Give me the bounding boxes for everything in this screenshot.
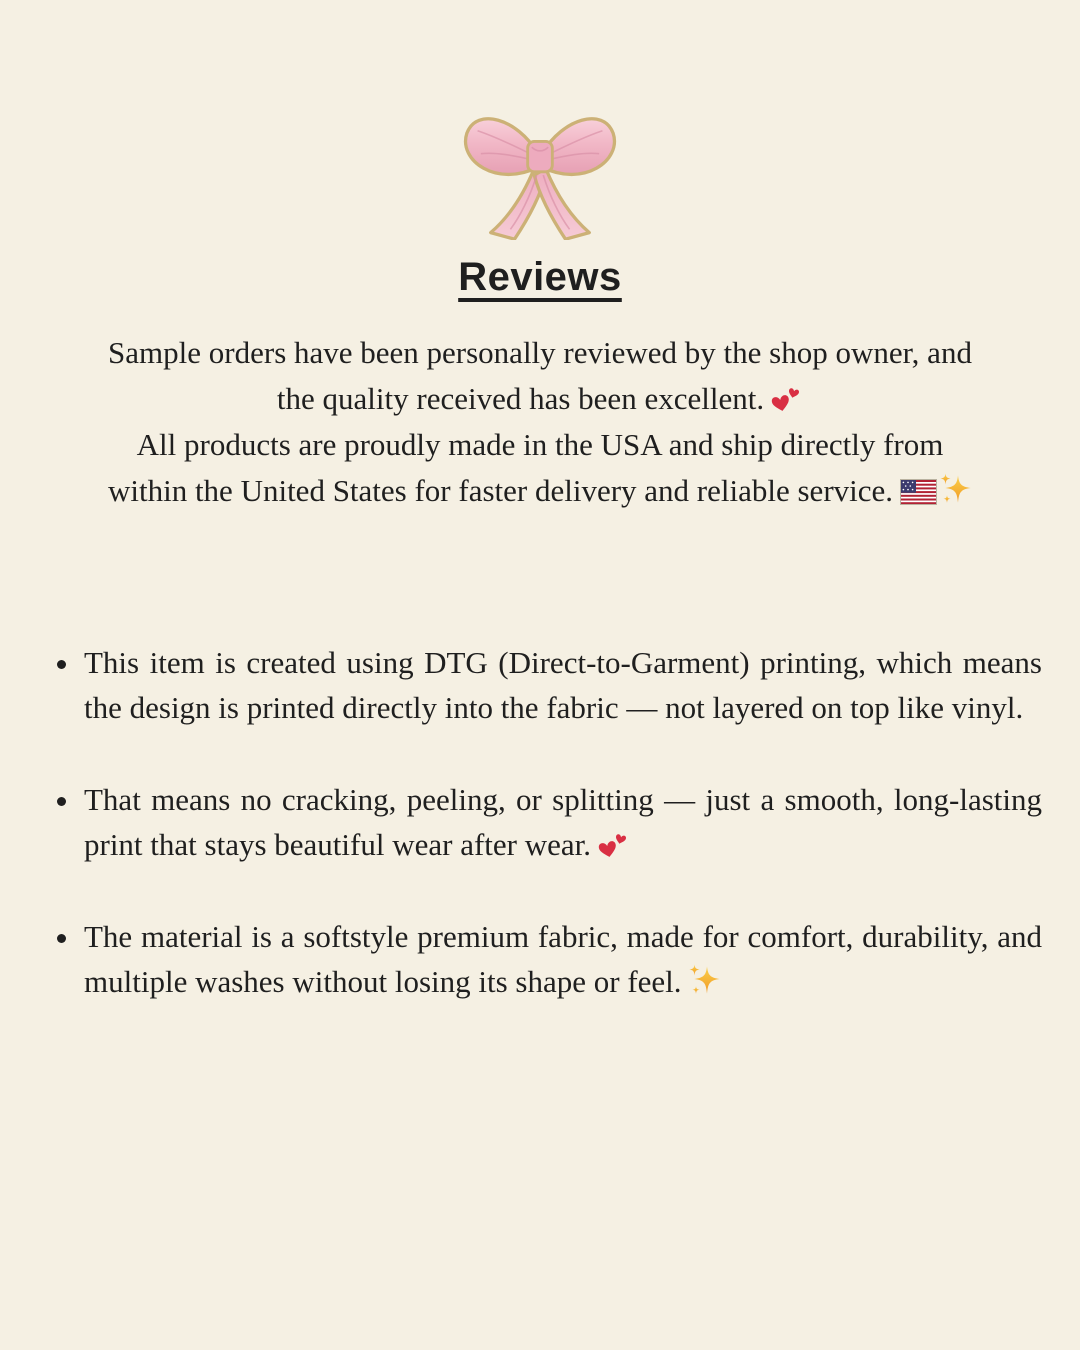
list-item: [82, 914, 1042, 1004]
list-item-text: This item is created using DTG (Direct-to-Garment) printing, which means the design is printed directly into the fabric — not layered on top like vinyl.: [84, 645, 1042, 725]
us-flag-icon: [900, 479, 937, 505]
intro-paragraph-2-text: All products are proudly made in the USA and ship directly from within the United States for faster delivery and reliable service.: [107, 427, 944, 508]
list-item-text: The material is a softstyle premium fabric, made for comfort, durability, and multiple washes without losing its shape or feel.: [84, 919, 1042, 999]
intro-paragraph-1-text: Sample orders have been personally reviewed by the shop owner, and the quality received has been excellent.: [108, 335, 972, 416]
sparkles-icon: [940, 473, 972, 505]
list-item: [82, 777, 1042, 867]
intro-paragraph-1: [98, 330, 982, 422]
sparkles-icon: [689, 964, 721, 996]
header-illustration: [0, 0, 1080, 245]
page-title: Reviews: [458, 255, 622, 299]
two-hearts-icon: [771, 385, 803, 413]
pink-bow-icon: [457, 88, 623, 240]
intro-paragraph-2: [98, 422, 982, 514]
list-item: [82, 640, 1042, 730]
two-hearts-icon: [598, 831, 630, 859]
list-item-text: That means no cracking, peeling, or splitting — just a smooth, long-lasting print that stays beautiful wear after wear.: [84, 782, 1042, 862]
feature-list: [38, 640, 1042, 1004]
intro-section: [98, 330, 982, 514]
